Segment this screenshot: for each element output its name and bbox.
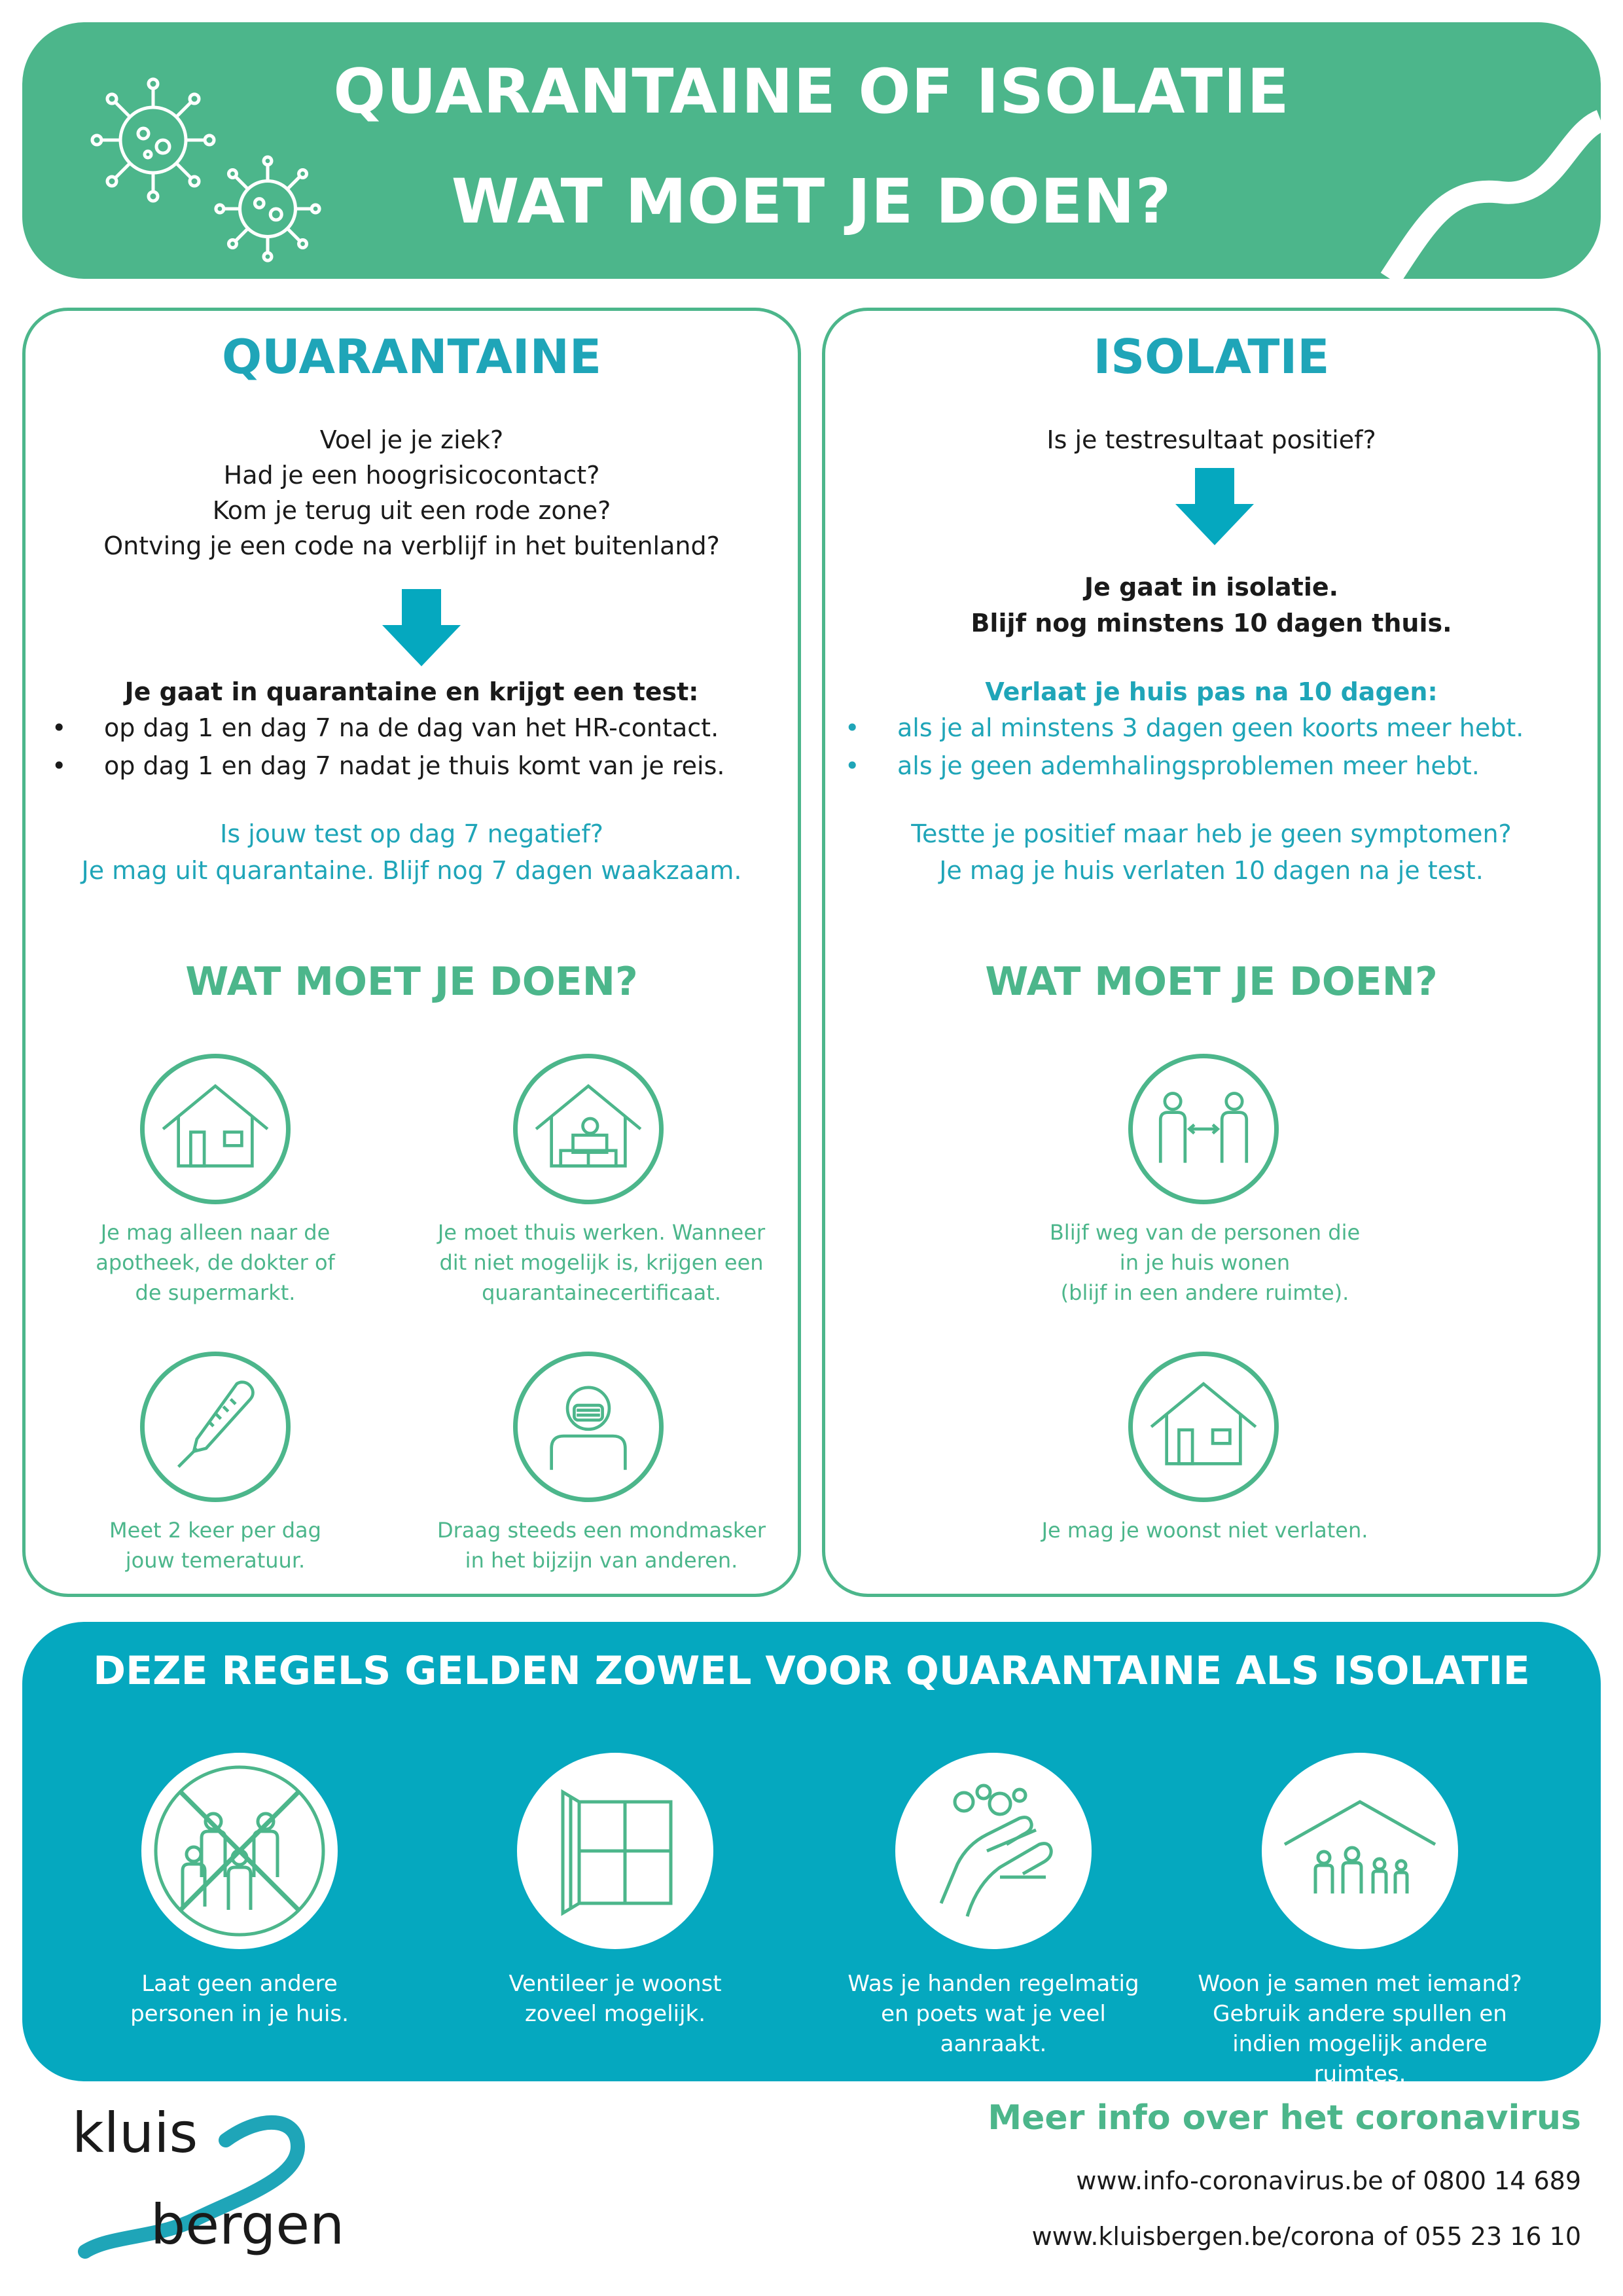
quarantaine-note-1: Is jouw test op dag 7 negatief? [220, 819, 603, 848]
isolatie-title: ISOLATIE [1093, 329, 1330, 384]
distance-icon [1128, 1054, 1279, 1204]
isolatie-bullet-list [845, 709, 1524, 785]
isolatie-bullet: • als je al minstens 3 dagen geen koorts meer hebt. [845, 713, 1524, 742]
logo-word-bergen: bergen [151, 2193, 345, 2257]
face-mask-icon [513, 1352, 664, 1502]
quarantaine-title: QUARANTAINE [221, 329, 602, 384]
window-icon [517, 1753, 713, 1949]
header-banner [22, 22, 1601, 279]
rule-caption-4: Woon je samen met iemand? Gebruik andere spullen en indien mogelijk andere ruimtes. [1198, 1971, 1522, 2087]
quarantaine-bullet-list [52, 709, 724, 785]
isolatie-caption-2: Je mag je woonst niet verlaten. [1041, 1518, 1368, 1543]
thermometer-icon [140, 1352, 291, 1502]
house-icon [140, 1054, 291, 1204]
rule-caption-2: Ventileer je woonst zoveel mogelijk. [508, 1971, 722, 2027]
contact-line-1[interactable]: www.info-coronavirus.be of 0800 14 689 [1076, 2166, 1581, 2195]
isolatie-question: Is je testresultaat positief? [1046, 425, 1376, 454]
isolatie-caption-1: Blijf weg van de personen die in je huis wonen (blijf in een andere ruimte). [1049, 1220, 1361, 1305]
isolatie-result-1: Je gaat in isolatie. [1084, 573, 1339, 601]
quarantaine-note-2: Je mag uit quarantaine. Blijf nog 7 dagen waakzaam. [81, 856, 742, 885]
isolatie-result-2: Blijf nog minstens 10 dagen thuis. [971, 609, 1452, 637]
no-visitors-icon [141, 1753, 338, 1949]
common-rules-title: DEZE REGELS GELDEN ZOWEL VOOR QUARANTAINE ALS ISOLATIE [93, 1648, 1530, 1694]
isolatie-leave-heading: Verlaat je huis pas na 10 dagen: [985, 677, 1438, 706]
quarantaine-question-1: Voel je je ziek? [319, 425, 504, 454]
common-rules-band [22, 1622, 1601, 2087]
quarantaine-caption-3: Meet 2 keer per dag jouw temeratuur. [109, 1518, 321, 1573]
kluisbergen-logo [72, 2101, 347, 2271]
hand-washing-icon [895, 1753, 1092, 1949]
quarantaine-question-4: Ontving je een code na verblijf in het buitenland? [103, 531, 720, 560]
quarantaine-caption-4: Draag steeds een mondmasker in het bijzijn van anderen. [437, 1518, 766, 1573]
more-info-heading: Meer info over het coronavirus [988, 2098, 1581, 2138]
arrow-down-icon [379, 589, 464, 674]
isolatie-note-1: Testte je positief maar heb je geen symptomen? [911, 819, 1512, 848]
quarantaine-result-heading: Je gaat in quarantaine en krijgt een test: [124, 677, 699, 706]
family-house-icon [1262, 1753, 1458, 1949]
quarantaine-bullet: • op dag 1 en dag 7 nadat je thuis komt van je reis. [52, 751, 725, 780]
quarantaine-card [22, 308, 801, 1597]
isolatie-note-2: Je mag je huis verlaten 10 dagen na je test. [939, 856, 1484, 885]
isolatie-subtitle: WAT MOET JE DOEN? [985, 959, 1438, 1005]
quarantaine-subtitle: WAT MOET JE DOEN? [185, 959, 638, 1005]
header-title-line1: QUARANTAINE OF ISOLATIE [333, 56, 1290, 128]
quarantaine-question-2: Had je een hoogrisicocontact? [223, 461, 600, 490]
quarantaine-caption-2: Je moet thuis werken. Wanneer dit niet mogelijk is, krijgen een quarantainecertificaat. [437, 1220, 766, 1305]
header-title-line2: WAT MOET JE DOEN? [451, 166, 1172, 238]
isolatie-card [822, 308, 1601, 1597]
isolatie-bullet: • als je geen ademhalingsproblemen meer hebt. [845, 751, 1480, 780]
house-icon [1128, 1352, 1279, 1502]
home-office-icon [513, 1054, 664, 1204]
quarantaine-bullet: • op dag 1 en dag 7 na de dag van het HR-contact. [52, 713, 719, 742]
quarantaine-caption-1: Je mag alleen naar de apotheek, de dokter of de supermarkt. [96, 1220, 335, 1305]
logo-word-kluis: kluis [72, 2101, 198, 2165]
rule-caption-3: Was je handen regelmatig en poets wat je veel aanraakt. [847, 1971, 1139, 2057]
rule-caption-1: Laat geen andere personen in je huis. [130, 1971, 349, 2027]
contact-line-2[interactable]: www.kluisbergen.be/corona of 055 23 16 10 [1031, 2222, 1581, 2251]
arrow-down-icon [1172, 468, 1257, 553]
quarantaine-question-3: Kom je terug uit een rode zone? [212, 496, 611, 525]
